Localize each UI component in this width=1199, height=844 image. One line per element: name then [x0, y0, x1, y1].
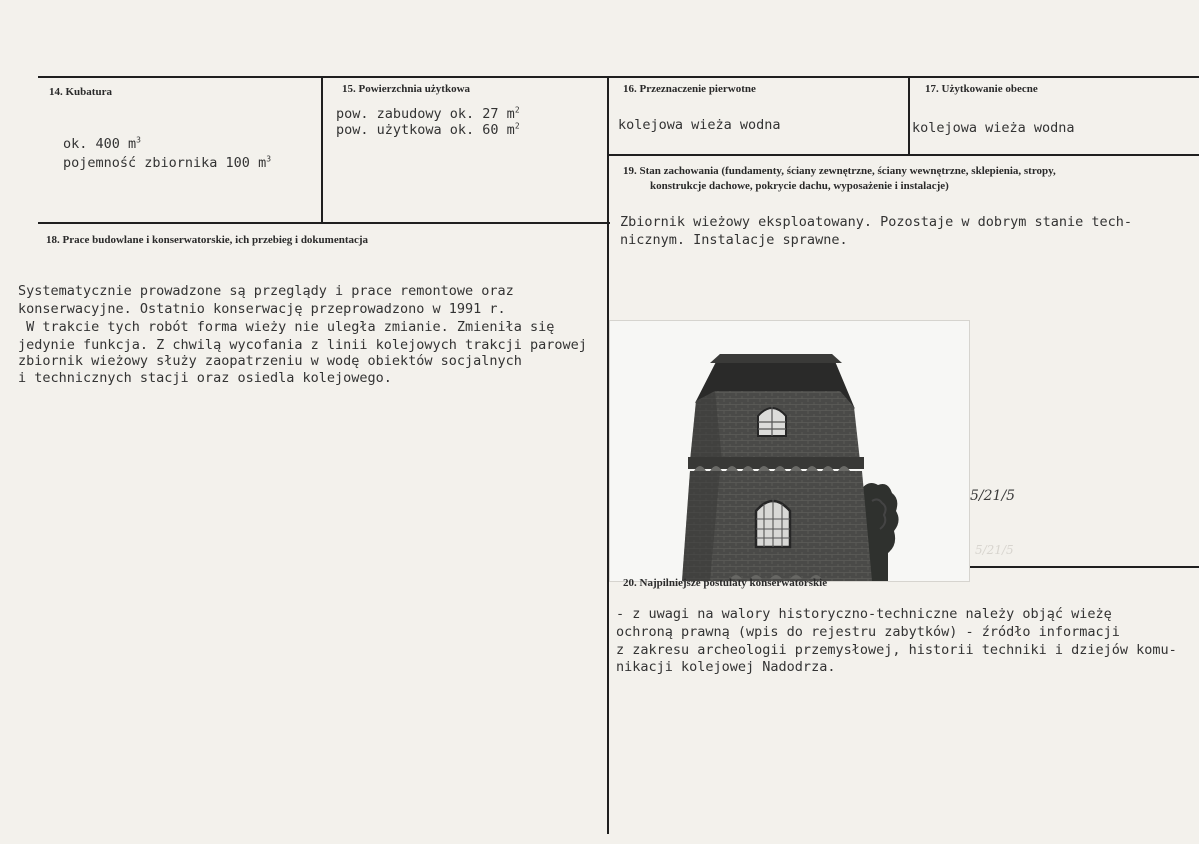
section-19-line-1: Zbiornik wieżowy eksploatowany. Pozostaje w dobrym stanie tech- [620, 214, 1133, 230]
section-20-line-2: ochroną prawną (wpis do rejestru zabytków) - źródło informacji [616, 624, 1120, 640]
handwritten-photo-note: 5/21/5 [970, 488, 1016, 504]
right-col-divider [908, 76, 910, 155]
section-16-label: 16. Przeznaczenie pierwotne [623, 83, 756, 95]
section-14-label: 14. Kubatura [49, 86, 112, 98]
water-tower-drawing [610, 321, 969, 581]
section-19-label-line-2: konstrukcje dachowe, pokrycie dachu, wyposażenie i instalacje) [650, 180, 949, 192]
section-18-line-2: konserwacyjne. Ostatnio konserwację przeprowadzono w 1991 r. [18, 301, 506, 317]
top-border [38, 76, 1199, 78]
section-19-line-2: nicznym. Instalacje sprawne. [620, 232, 848, 248]
section-20-line-3: z zakresu archeologii przemysłowej, historii techniki i dziejów komu- [616, 642, 1177, 658]
section-18-label: 18. Prace budowlane i konserwatorskie, ich przebieg i dokumentacja [46, 234, 369, 246]
section-15-label: 15. Powierzchnia użytkowa [342, 83, 471, 95]
section-18-line-3: W trakcie tych robót forma wieży nie uległa zmianie. Zmieniła się [18, 319, 555, 335]
section20-top-border [966, 566, 1199, 568]
section-19-label-line-1: 19. Stan zachowania (fundamenty, ściany zewnętrzne, ściany wewnętrzne, sklepienia, stropy, [623, 165, 1056, 177]
section-14-line-1: ok. 400 $m^3$ [63, 135, 141, 152]
section-20-line-4: nikacji kolejowej Nadodrza. [616, 659, 836, 675]
section-18-line-1: Systematycznie prowadzone są przeglądy i prace remontowe oraz [18, 283, 514, 299]
row1-divider-right [609, 154, 1199, 156]
section-20-label: 20. Najpilniejsze postulaty konserwatorskie [623, 577, 828, 589]
section-20-line-1: - z uwagi na walory historyczno-techniczne należy objąć wieżę [616, 606, 1112, 622]
section-17-value: kolejowa wieża wodna [912, 120, 1075, 136]
left-col-divider [321, 76, 323, 223]
section-15-line-2: pow. użytkowa ok. 60 $m^2$ [336, 121, 520, 138]
section-15-line-1: pow. zabudowy ok. 27 $m^2$ [336, 105, 520, 122]
water-tower-photo [609, 320, 970, 582]
section-18-line-6: i technicznych stacji oraz osiedla kolejowego. [18, 370, 392, 386]
row1-divider-left [38, 222, 610, 224]
section-18-line-5: zbiornik wieżowy służy zaopatrzeniu w wodę obiektów socjalnych [18, 353, 522, 369]
faded-note-mark: 5/21/5 [975, 543, 1014, 557]
section-14-line-2: pojemność zbiornika 100 $m^3$ [63, 154, 272, 171]
section-17-label: 17. Użytkowanie obecne [925, 83, 1038, 95]
section-18-line-4: jedynie funkcja. Z chwilą wycofania z linii kolejowych trakcji parowej [18, 337, 587, 353]
section-16-value: kolejowa wieża wodna [618, 117, 781, 133]
